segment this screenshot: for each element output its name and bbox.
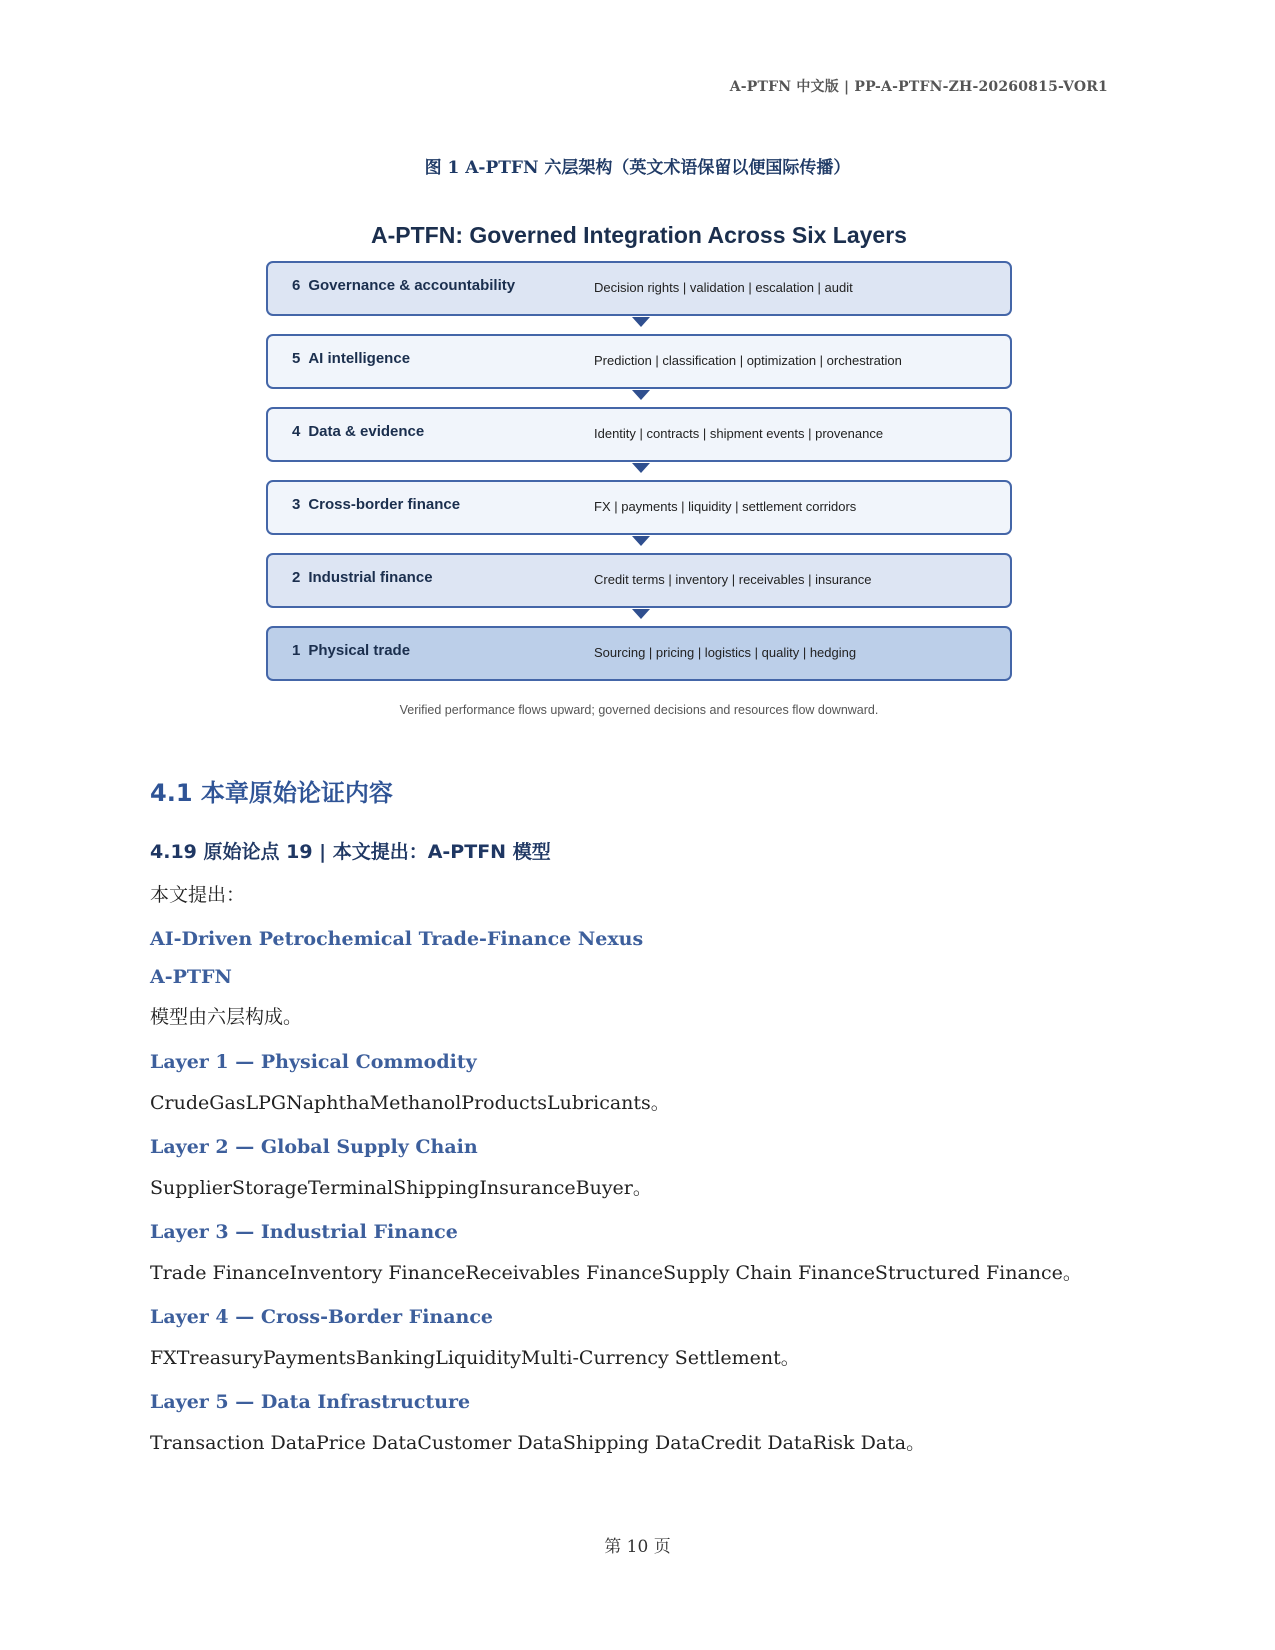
layer-description: Decision rights | validation | escalation | audit <box>594 280 853 295</box>
layer-name <box>292 496 460 513</box>
subsection-heading: 4.19 原始论点 19 | 本文提出：A-PTFN 模型 <box>150 841 551 863</box>
layer-description: Prediction | classification | optimization | orchestration <box>594 353 902 368</box>
layer-2-text: SupplierStorageTerminalShippingInsuranceBuyer。 <box>150 1177 652 1199</box>
section-heading: 4.1 本章原始论证内容 <box>150 779 393 807</box>
layer-label: Physical trade <box>308 642 411 659</box>
intro-text: 本文提出： <box>150 884 246 906</box>
layer-number: 6 <box>292 277 301 294</box>
down-arrow-icon <box>632 463 650 473</box>
layer-description: FX | payments | liquidity | settlement corridors <box>594 499 857 514</box>
layer-4-text: FXTreasuryPaymentsBankingLiquidityMulti-Currency Settlement。 <box>150 1347 800 1369</box>
model-description: 模型由六层构成。 <box>150 1006 303 1028</box>
layer-2-title: Layer 2 — Global Supply Chain <box>150 1136 478 1158</box>
layer-name <box>292 277 515 294</box>
layer-number: 3 <box>292 496 301 513</box>
layer-1-title: Layer 1 — Physical Commodity <box>150 1051 477 1073</box>
layer-name <box>292 569 433 586</box>
model-full-name: AI-Driven Petrochemical Trade-Finance Nexus <box>150 928 644 950</box>
layer-label: AI intelligence <box>308 350 411 367</box>
layer-5-text: Transaction DataPrice DataCustomer DataShipping DataCredit DataRisk Data。 <box>150 1432 926 1454</box>
layer-box <box>266 334 1012 389</box>
down-arrow-icon <box>632 536 650 546</box>
layer-number: 2 <box>292 569 301 586</box>
layer-3-text: Trade FinanceInventory FinanceReceivables FinanceSupply Chain FinanceStructured Finance。 <box>150 1262 1082 1284</box>
layer-number: 5 <box>292 350 301 367</box>
layer-diagram <box>266 222 1012 717</box>
layer-box <box>266 480 1012 535</box>
layer-label: Data & evidence <box>308 423 425 440</box>
model-short-name: A-PTFN <box>150 966 232 988</box>
diagram-note: Verified performance flows upward; governed decisions and resources flow downward. <box>399 703 879 717</box>
layer-name <box>292 350 410 367</box>
layer-name <box>292 642 410 659</box>
layer-box <box>266 261 1012 316</box>
figure-caption: 图 1 A-PTFN 六层架构（英文术语保留以便国际传播） <box>424 158 851 178</box>
layer-box <box>266 626 1012 681</box>
layer-number: 4 <box>292 423 301 440</box>
layer-4-title: Layer 4 — Cross-Border Finance <box>150 1306 494 1328</box>
layer-number: 1 <box>292 642 301 659</box>
page-number: 第 10 页 <box>604 1537 671 1557</box>
layer-description: Credit terms | inventory | receivables | insurance <box>594 572 872 587</box>
down-arrow-icon <box>632 390 650 400</box>
layer-box <box>266 553 1012 608</box>
layer-box <box>266 407 1012 462</box>
diagram-title: A-PTFN: Governed Integration Across Six Layers <box>371 222 907 248</box>
layer-label: Governance & accountability <box>308 277 516 294</box>
layer-name <box>292 423 424 440</box>
document-header: A-PTFN 中文版 | PP-A-PTFN-ZH-20260815-VOR1 <box>729 79 1108 95</box>
layer-stack <box>266 261 1012 681</box>
layer-description: Identity | contracts | shipment events | provenance <box>594 426 884 441</box>
layer-description: Sourcing | pricing | logistics | quality | hedging <box>594 645 857 660</box>
layer-3-title: Layer 3 — Industrial Finance <box>150 1221 458 1243</box>
layer-5-title: Layer 5 — Data Infrastructure <box>150 1391 471 1413</box>
layer-label: Industrial finance <box>308 569 433 586</box>
down-arrow-icon <box>632 317 650 327</box>
layer-label: Cross-border finance <box>308 496 461 513</box>
layer-1-text: CrudeGasLPGNaphthaMethanolProductsLubricants。 <box>150 1092 670 1114</box>
down-arrow-icon <box>632 609 650 619</box>
